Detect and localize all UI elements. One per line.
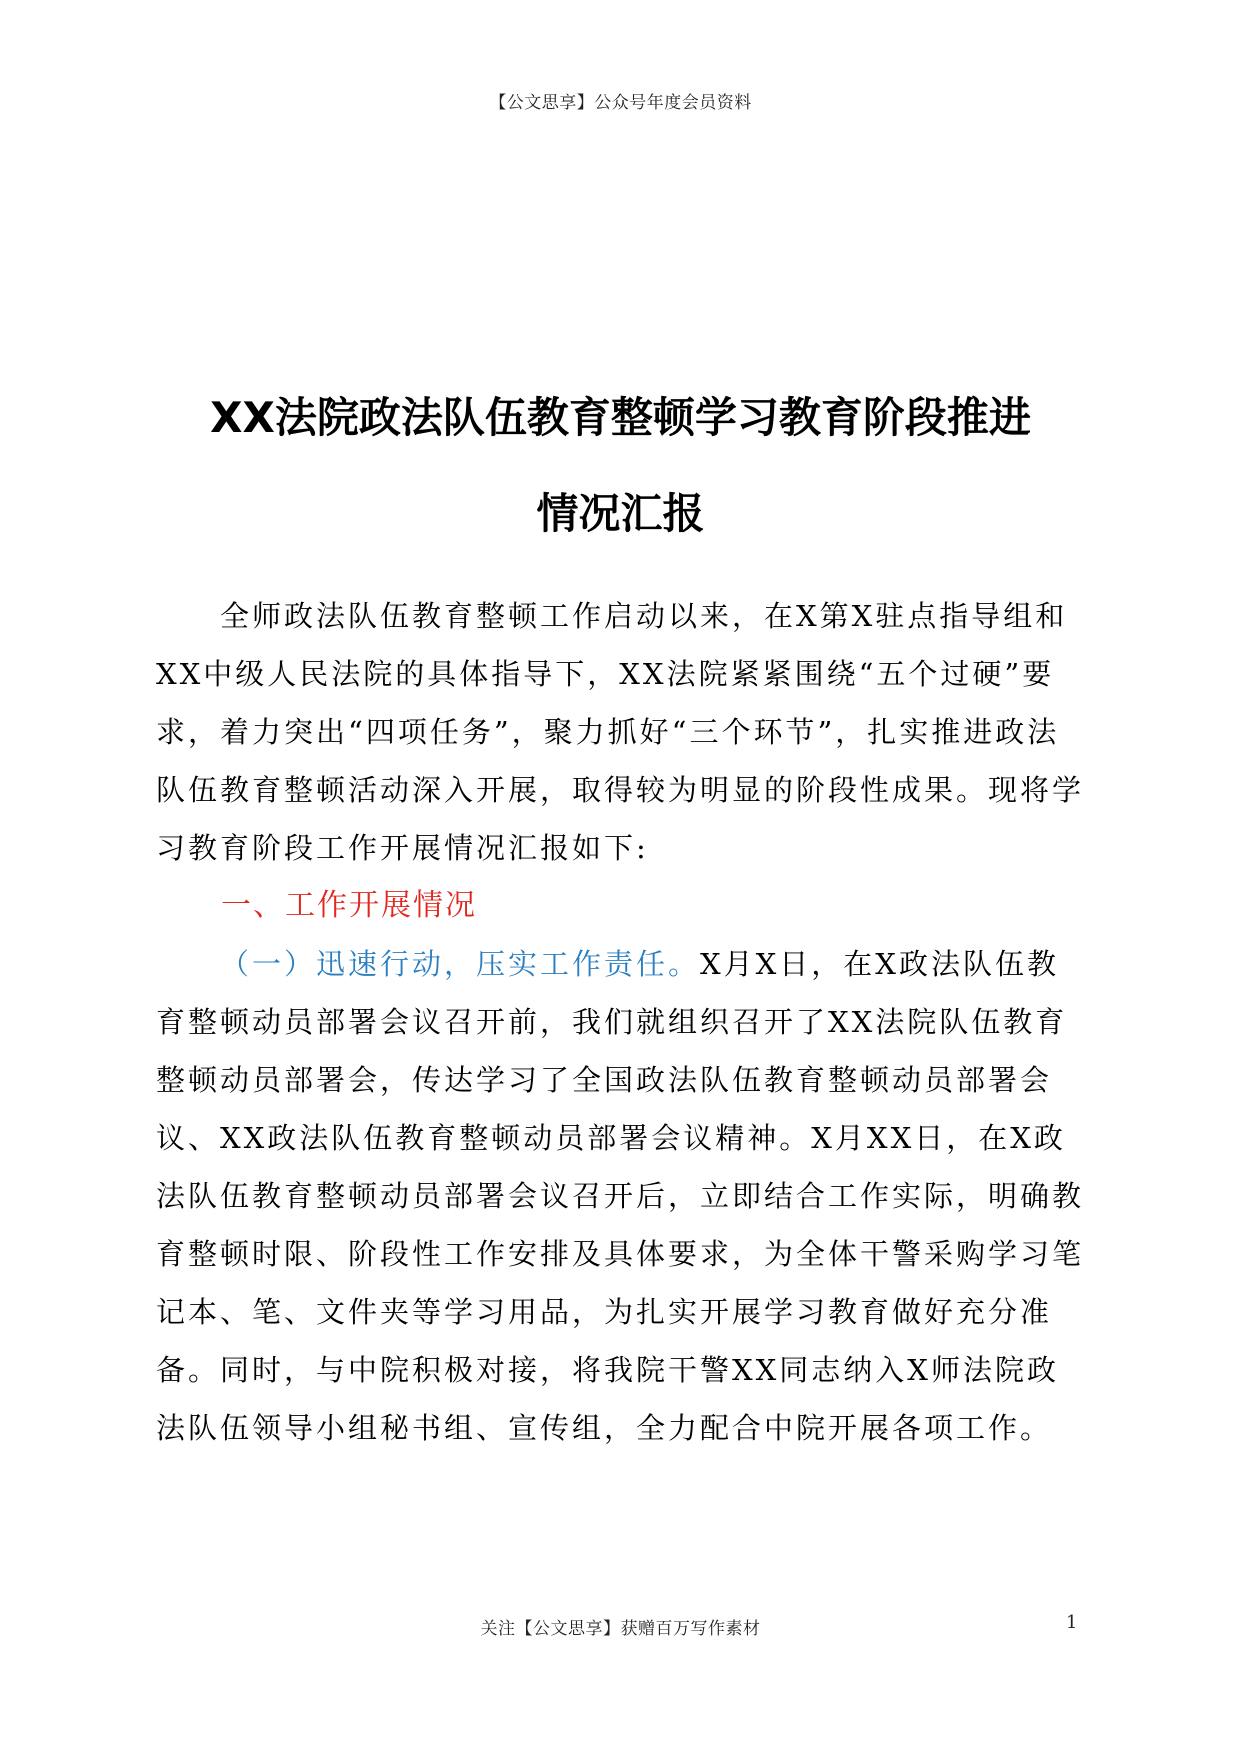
section-heading-work-status: 一、工作开展情况	[221, 888, 477, 923]
subsection-heading-1: （一）迅速行动，压实工作责任。	[220, 947, 701, 981]
page-header: 【公文思享】公众号年度会员资料	[489, 93, 752, 113]
document-title-line-1: XX法院政法队伍教育整顿学习教育阶段推进	[210, 393, 1031, 442]
subsection-paragraph-1	[156, 935, 1086, 1457]
document-title-line-2: 情况汇报	[536, 489, 705, 538]
page-footer: 关注【公文思享】获赠百万写作素材	[480, 1619, 761, 1639]
document-title	[150, 370, 1091, 562]
subsection-body-1: X月X日，在X政法队伍教育整顿动员部署会议召开前，我们就组织召开了XX法院队伍教育整顿动员部署会，传达学习了全国政法队伍教育整顿动员部署会议、XX政法队伍教育整顿动员部署会议精神。X月XX日，在X政法队伍教育整顿动员部署会议召开后，立即结合工作实际，明确教育整顿时限、阶段性工作安排及具体要求，为全体干警采购学习笔记本、笔、文件夹等学习用品，为扎实开展学习教育做好充分准备。同时，与中院积极对接，将我院干警XX同志纳入X师法院政法队伍领导小组秘书组、宣传组，全力配合中院开展各项工作。	[156, 947, 1085, 1445]
page-number: 1	[1066, 1612, 1078, 1633]
intro-paragraph: 全师政法队伍教育整顿工作启动以来，在X第X驻点指导组和XX中级人民法院的具体指导下，XX法院紧紧围绕“五个过硬”要求，着力突出“四项任务”，聚力抓好“三个环节”，扎实推进政法队伍教育整顿活动深入开展，取得较为明显的阶段性成果。现将学习教育阶段工作开展情况汇报如下:	[156, 599, 1085, 865]
